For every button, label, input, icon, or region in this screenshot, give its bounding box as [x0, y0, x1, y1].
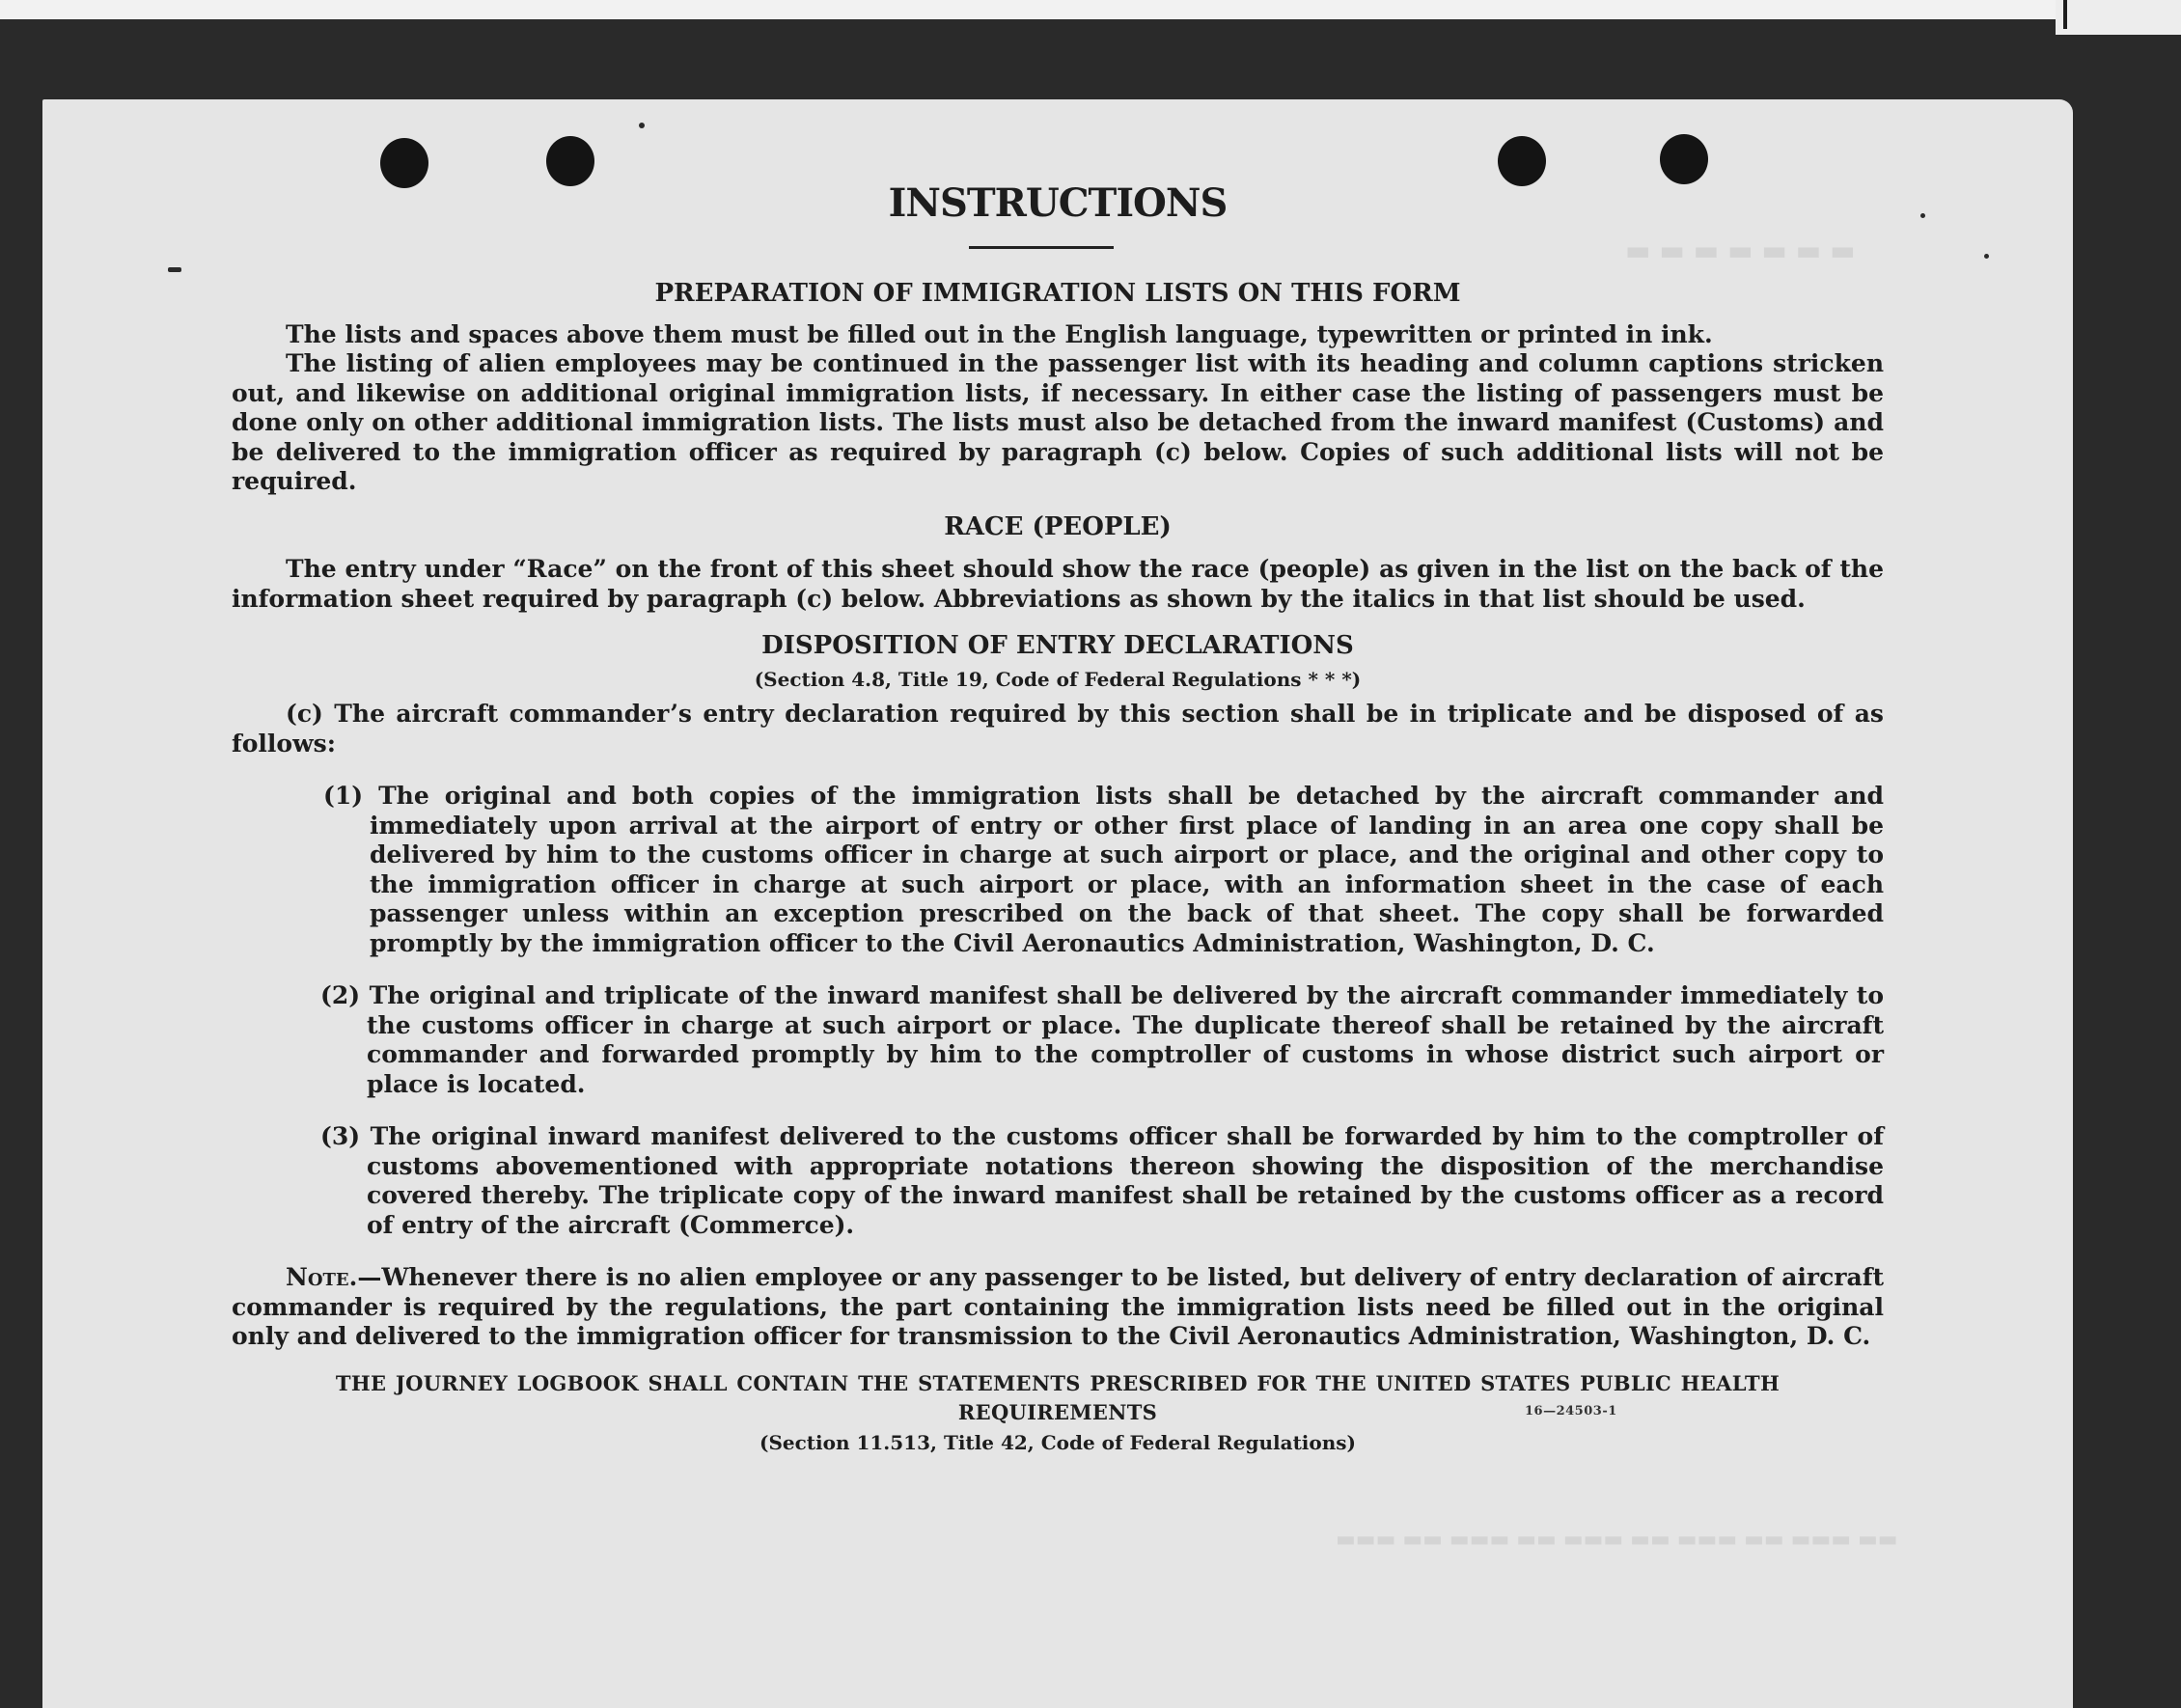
- disposition-item-2: (2) The original and triplicate of the inward manifest shall be delivered by the aircraft commander immediately to the customs officer in charge at such airport or place. The duplicate thereof shall be retained by the aircraft commander and forwarded promptly by him to the comptroller of customs in whose district such airport or place is located.: [320, 981, 1884, 1098]
- instructions-body: [232, 279, 1884, 1457]
- punch-hole: [546, 136, 594, 186]
- preparation-paragraph-2: The listing of alien employees may be continued in the passenger list with its heading and column captions stricken out, and likewise on additional original immigration lists, if necessary. In either case the listing of passengers must be done only on other additional immigration lists. The lists must also be detached from the inward manifest (Customs) and be delivered to the immigration officer as required by paragraph (c) below. Copies of such additional lists will not be required.: [232, 349, 1884, 495]
- bleed-through-mark: ▬▬▬ ▬▬ ▬▬▬ ▬▬ ▬▬▬ ▬▬ ▬▬▬ ▬▬ ▬▬▬ ▬▬: [1336, 1528, 1898, 1552]
- page-title: INSTRUCTIONS: [888, 180, 1228, 226]
- form-number: 16—24503-1: [1525, 1404, 1617, 1419]
- disposition-citation: (Section 4.8, Title 19, Code of Federal Regulations * * *): [754, 667, 1362, 691]
- disposition-intro: (c) The aircraft commander’s entry declaration required by this section shall be in triplicate and be disposed of as follows:: [232, 700, 1884, 758]
- race-paragraph: The entry under “Race” on the front of this sheet should show the race (people) as given in the list on the back of the information sheet required by paragraph (c) below. Abbreviations as shown by the italics in that list should be used.: [232, 555, 1884, 613]
- section-heading-race: RACE (PEOPLE): [944, 511, 1172, 541]
- preparation-paragraph-1: The lists and spaces above them must be filled out in the English language, typewritten or printed in ink.: [286, 319, 1713, 348]
- scan-speck: [639, 123, 645, 128]
- scan-top-strip: [0, 0, 2181, 19]
- note-paragraph: [232, 1263, 1884, 1352]
- section-heading-disposition: DISPOSITION OF ENTRY DECLARATIONS: [761, 631, 1354, 660]
- health-citation: (Section 11.513, Title 42, Code of Federal Regulations): [759, 1430, 1357, 1454]
- section-heading-preparation: PREPARATION OF IMMIGRATION LISTS ON THIS FORM: [654, 279, 1461, 308]
- disposition-item-1: (1) The original and both copies of the immigration lists shall be detached by the aircraft commander and immediately upon arrival at the airport of entry or other first place of landing in an area one copy shall be delivered by him to the customs officer in charge at such airport or place, and the original and other copy to the immigration officer in charge at such airport or place, with an information sheet in the case of each passenger unless within an exception prescribed on the back of that sheet. The copy shall be forwarded promptly by the immigration officer to the Civil Aeronautics Administration, Washington, D. C.: [323, 782, 1884, 957]
- scan-speck: [168, 267, 181, 272]
- punch-hole: [1660, 134, 1708, 184]
- title-underline: [969, 246, 1114, 249]
- health-heading: THE JOURNEY LOGBOOK SHALL CONTAIN THE STATEMENTS PRESCRIBED FOR THE UNITED STATES PUBLIC HEALTH REQUIREMENTS: [335, 1370, 1781, 1424]
- scan-speck: [1984, 254, 1989, 259]
- disposition-item-3: (3) The original inward manifest delivered to the customs officer shall be forwarded by him to the comptroller of customs abovementioned with appropriate notations thereon showing the disposition of the merchandise covered thereby. The triplicate copy of the inward manifest shall be retained by the customs officer as a record of entry of the aircraft (Commerce).: [320, 1122, 1884, 1239]
- bleed-through-mark: ▬ ▬ ▬ ▬ ▬ ▬ ▬: [1625, 234, 1856, 266]
- scan-tab-edge: [2063, 0, 2067, 29]
- scan-right-tab: [2056, 0, 2181, 35]
- note-label: Note.: [286, 1263, 358, 1291]
- document-page: [42, 99, 2073, 1708]
- punch-hole: [1498, 136, 1546, 186]
- note-text: —Whenever there is no alien employee or any passenger to be listed, but delivery of entry declaration of aircraft commander is required by the regulations, the part containing the immigration lists need be filled out in the original only and delivered to the immigration officer for transmission to the Civil Aeronautics Administration, Washington, D. C.: [232, 1263, 1884, 1350]
